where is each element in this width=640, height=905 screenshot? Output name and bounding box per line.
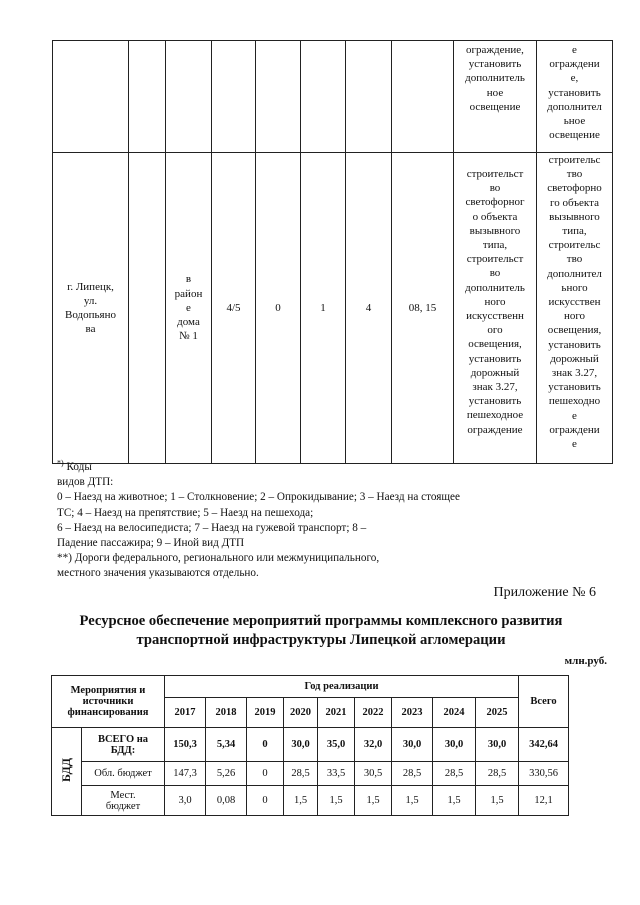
year-header: 2018 xyxy=(206,698,247,728)
cell xyxy=(346,41,392,153)
header-year: Год реализации xyxy=(165,676,519,698)
year-header: 2024 xyxy=(433,698,476,728)
cell xyxy=(129,41,166,153)
table-row xyxy=(53,153,613,464)
footnote-line: 0 – Наезд на животное; 1 – Столкновение; 2 – Опрокидывание; 3 – Наезд на стоящее xyxy=(57,491,460,504)
table-row xyxy=(52,728,569,762)
year-header: 2023 xyxy=(392,698,433,728)
year-header: 2019 xyxy=(247,698,284,728)
value-cell: 1,5 xyxy=(392,786,433,816)
header-total: Всего xyxy=(519,676,569,728)
value-cell: 32,0 xyxy=(355,728,392,762)
total-cell: 342,64 xyxy=(519,728,569,762)
row-label: ВСЕГО на БДД: xyxy=(82,728,165,762)
total-cell: 12,1 xyxy=(519,786,569,816)
value-cell: 1,5 xyxy=(284,786,318,816)
cell-codes: 08, 15 xyxy=(392,153,454,464)
cell-value: 4 xyxy=(346,153,392,464)
value-cell: 28,5 xyxy=(284,762,318,786)
value-cell: 30,0 xyxy=(476,728,519,762)
cell-measures: ограждение, установить дополнитель ное освещение xyxy=(454,41,537,153)
appendix-heading: Приложение № 6 xyxy=(493,585,596,600)
value-cell: 28,5 xyxy=(433,762,476,786)
value-cell: 33,5 xyxy=(318,762,355,786)
value-cell: 30,0 xyxy=(433,728,476,762)
value-cell: 30,0 xyxy=(392,728,433,762)
footnote-line: **) Дороги федерального, регионального или межмуниципального, xyxy=(57,552,380,565)
table-header-row xyxy=(52,676,569,698)
value-cell: 0,08 xyxy=(206,786,247,816)
value-cell: 147,3 xyxy=(165,762,206,786)
row-label: Обл. бюджет xyxy=(82,762,165,786)
units-label: млн.руб. xyxy=(564,655,607,667)
value-cell: 1,5 xyxy=(318,786,355,816)
footnote-line: *) Коды xyxy=(57,458,92,473)
total-cell: 330,56 xyxy=(519,762,569,786)
value-cell: 0 xyxy=(247,762,284,786)
financing-table xyxy=(51,675,569,816)
footnote-line: Падение пассажира; 9 – Иной вид ДТП xyxy=(57,537,245,550)
year-header: 2021 xyxy=(318,698,355,728)
value-cell: 1,5 xyxy=(355,786,392,816)
cell xyxy=(256,41,301,153)
header-measures: Мероприятия и источники финансирования xyxy=(52,676,165,728)
year-header: 2017 xyxy=(165,698,206,728)
value-cell: 28,5 xyxy=(476,762,519,786)
value-cell: 1,5 xyxy=(433,786,476,816)
cell xyxy=(301,41,346,153)
footnote-line: ТС; 4 – Наезд на препятствие; 5 – Наезд на пешехода; xyxy=(57,506,314,519)
value-cell: 150,3 xyxy=(165,728,206,762)
footnote-line: 6 – Наезд на велосипедиста; 7 – Наезд на гужевой транспорт; 8 – xyxy=(57,521,367,534)
value-cell: 30,0 xyxy=(284,728,318,762)
value-cell: 28,5 xyxy=(392,762,433,786)
cell-measures-2: строительс тво светофорно го объекта вызывного типа, строительс тво дополнител ьного искусствен ного освещения, установить дорожный знак 3.27, установить пешеходно е ограждени е xyxy=(537,153,613,464)
table-row xyxy=(52,762,569,786)
table-row xyxy=(52,786,569,816)
cell-value: 1 xyxy=(301,153,346,464)
value-cell: 30,5 xyxy=(355,762,392,786)
cell-value: 0 xyxy=(256,153,301,464)
group-cell: БДД xyxy=(52,728,82,816)
cell xyxy=(53,41,129,153)
page-title: Ресурсное обеспечение мероприятий программы комплексного развития транспортной инфраструктуры Липецкой агломерации xyxy=(79,613,563,648)
cell xyxy=(392,41,454,153)
value-cell: 35,0 xyxy=(318,728,355,762)
value-cell: 5,34 xyxy=(206,728,247,762)
row-label: Мест. бюджет xyxy=(82,786,165,816)
cell-measures-2: е ограждени е, установить дополнител ьное освещение xyxy=(537,41,613,153)
cell-measures: строительст во светофорног о объекта вызывного типа, строительст во дополнитель ного искусственн ого освещения, установить дорожный знак 3.27, установить пешеходное ограждение xyxy=(454,153,537,464)
footnote-line: видов ДТП: xyxy=(57,476,114,489)
year-header: 2022 xyxy=(355,698,392,728)
accident-sites-table xyxy=(52,40,613,464)
value-cell: 5,26 xyxy=(206,762,247,786)
cell-value: 4/5 xyxy=(212,153,256,464)
value-cell: 0 xyxy=(247,786,284,816)
footnotes xyxy=(57,460,597,582)
year-header: 2025 xyxy=(476,698,519,728)
cell-place: в район е дома № 1 xyxy=(166,153,212,464)
cell xyxy=(212,41,256,153)
table-row xyxy=(53,41,613,153)
cell xyxy=(166,41,212,153)
cell xyxy=(129,153,166,464)
value-cell: 1,5 xyxy=(476,786,519,816)
cell-location: г. Липецк, ул. Водопьяно ва xyxy=(53,153,129,464)
footnote-line: местного значения указываются отдельно. xyxy=(57,567,259,580)
value-cell: 3,0 xyxy=(165,786,206,816)
year-header: 2020 xyxy=(284,698,318,728)
value-cell: 0 xyxy=(247,728,284,762)
